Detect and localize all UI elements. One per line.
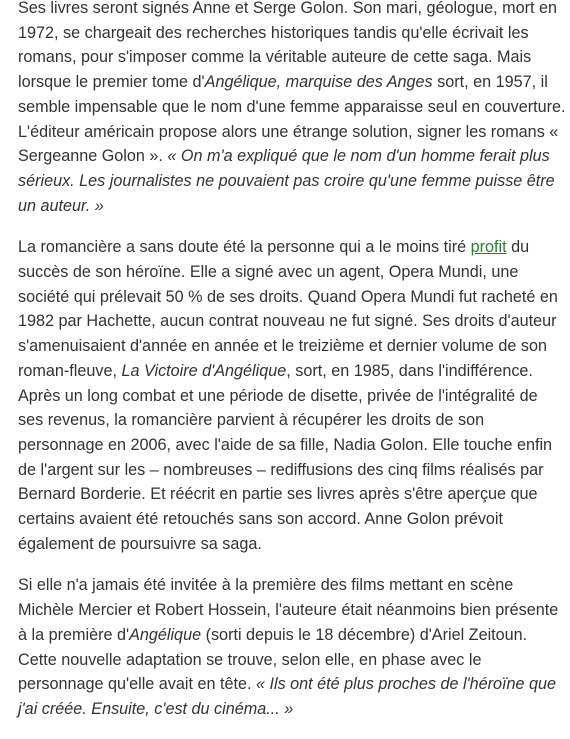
paragraph-3-text-a: Si elle n'a jamais été invitée à la première des films mettant en scène Michèle Mercier et Robert Hossein, l'auteure était néanmoins bien présente à la première d' — [18, 576, 559, 644]
paragraph-2 — [18, 235, 566, 556]
paragraph-1 — [18, 0, 566, 218]
paragraph-1-text-b: sort, en 1957, il semble impensable que le nom d'une femme apparaisse seul en couverture. L'éditeur américain propose alors une étrange solution, signer les romans « Sergeanne Golon ». — [18, 73, 566, 166]
paragraph-2-text-c: , sort, en 1985, dans l'indifférence. Après un long combat et une période de disette, privée de l'intégralité de ses revenus, la romancière parvient à récupérer les droits de son personnage en 2006, avec l'aide de sa fille, Nadia Golon. Elle touche enfin de l'argent sur les – nombreuses – rediffusions des cinq films réalisés par Bernard Borderie. Et réécrit en partie ses livres après s'être aperçue que certains avaient été retouchés sans son accord. Anne Golon prévoit également de poursuivre sa saga. — [18, 361, 553, 553]
quote-golon-1: « On m'a expliqué que le nom d'un homme ferait plus sérieux. Les journalistes ne pouvaient pas croire qu'une femme puisse être un auteur. » — [18, 147, 555, 215]
book-title-victoire: La Victoire d'Angélique — [121, 361, 287, 380]
quote-golon-2: « Ils ont été plus proches de l'héroïne que j'ai créée. Ensuite, c'est du cinéma... » — [18, 675, 557, 718]
article-body — [18, 0, 566, 739]
paragraph-2-text-a: La romancière a sans doute été la personne qui a le moins tiré — [18, 238, 471, 257]
paragraph-2-text-b: du succès de son héroïne. Elle a signé avec un agent, Opera Mundi, une société qui prélevait 50 % de ses droits. Quand Opera Mundi fut racheté en 1982 par Hachette, aucun contrat nouveau ne fut signé. Ses droits d'auteur s'amenuisaient d'année en année et le treizième et dernier volume de son roman-fleuve, — [18, 238, 558, 380]
paragraph-1-text-a: Ses livres seront signés Anne et Serge Golon. Son mari, géologue, mort en 1972, se chargeait des recherches historiques tandis qu'elle écrivait les romans, pour s'imposer comme la véritable auteure de cette saga. Mais lorsque le premier tome d' — [18, 0, 557, 92]
paragraph-3 — [18, 573, 566, 721]
film-title-angelique: Angélique — [129, 625, 202, 644]
book-title-marquise-des-anges: Angélique, marquise des Anges — [204, 73, 433, 92]
paragraph-3-text-b: (sorti depuis le 18 décembre) d'Ariel Zeitoun. Cette nouvelle adaptation se trouve, selon elle, en phase avec le personnage qu'elle avait en tête. — [18, 625, 528, 694]
profit-link[interactable]: profit — [470, 238, 507, 257]
